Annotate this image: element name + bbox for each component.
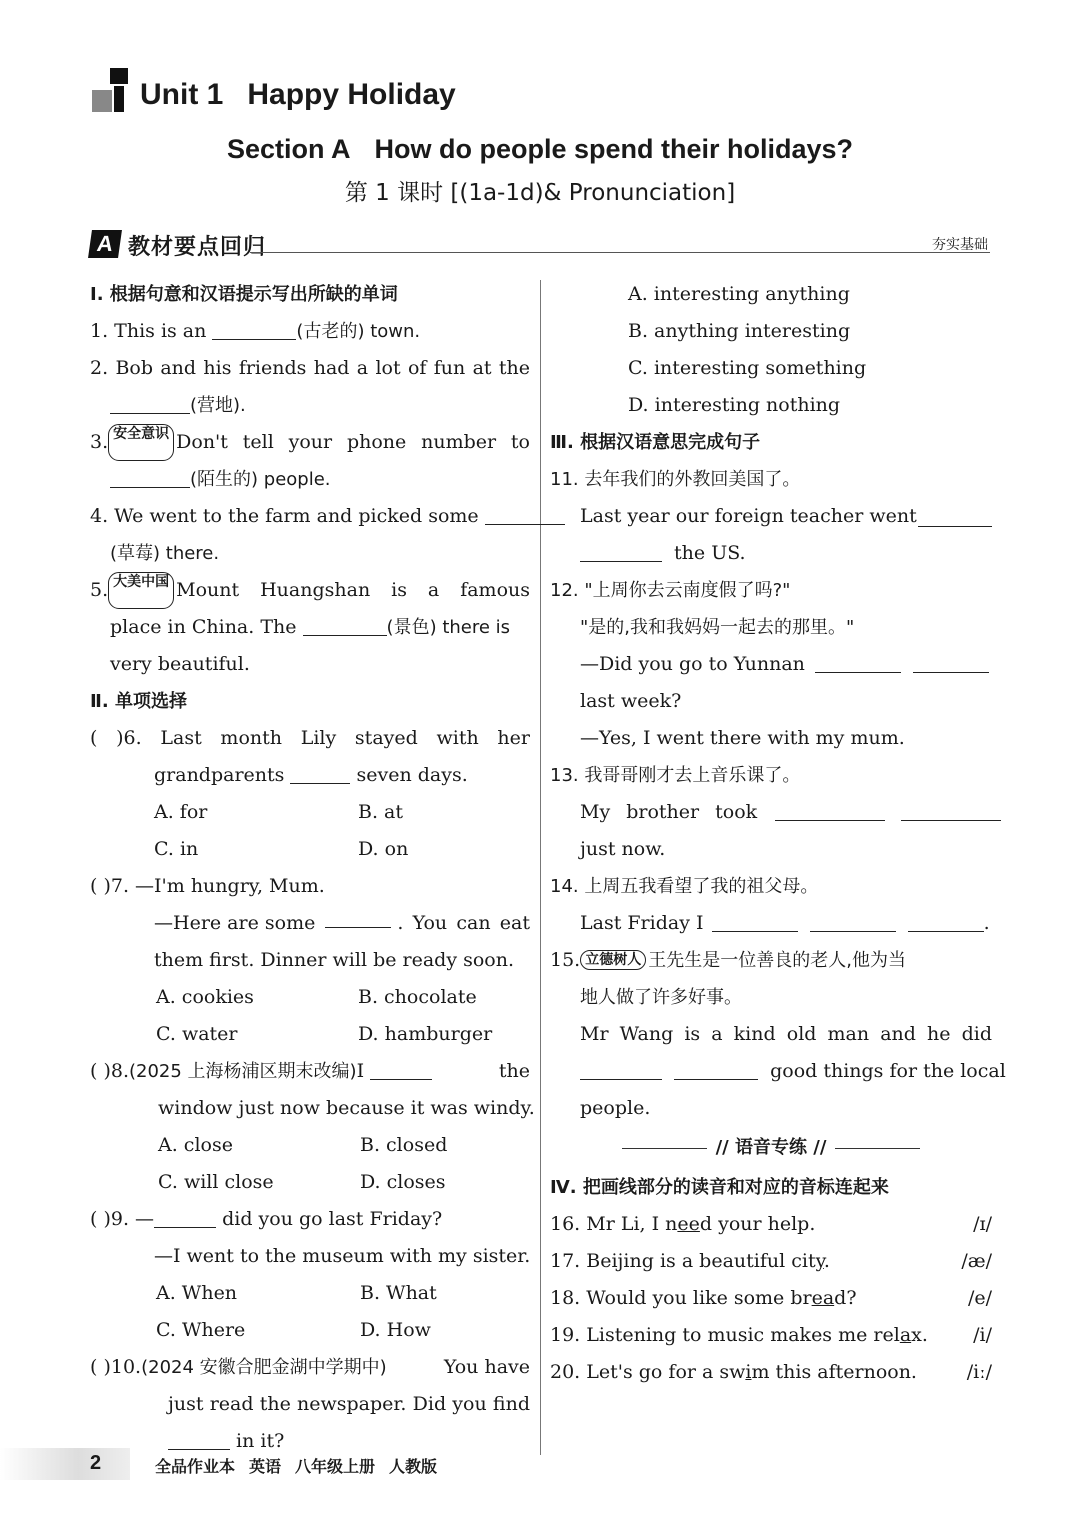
banner-title: 教材要点回归 bbox=[128, 235, 267, 260]
answer-blank[interactable] bbox=[370, 1057, 432, 1080]
question-14-cn: 14. 上周五我看望了我的祖父母。 bbox=[550, 876, 819, 897]
section-label: Section A bbox=[226, 134, 351, 164]
lesson-title: 第 1 课时 [(1a-1d)& Pronunciation] bbox=[344, 180, 736, 206]
question-15-cn2: 地人做了许多好事。 bbox=[580, 987, 742, 1008]
page-number: 2 bbox=[90, 1452, 102, 1474]
option-d[interactable]: D. on bbox=[358, 838, 409, 860]
section-title bbox=[0, 134, 1080, 165]
answer-blank[interactable] bbox=[168, 1427, 230, 1450]
question-5: 5. 大美中国 Mount Huangshan is a famous bbox=[90, 572, 530, 609]
question-9-cont: —I went to the museum with my sister. bbox=[154, 1245, 531, 1267]
part4-heading: Ⅳ. 把画线部分的读音和对应的音标连起来 bbox=[550, 1177, 889, 1198]
question-2: 2. Bob and his friends had a lot of fun at the bbox=[90, 357, 530, 379]
question-15-end: people. bbox=[580, 1097, 651, 1119]
options-row bbox=[550, 350, 992, 387]
question-15: Mr Wang is a kind old man and he did bbox=[580, 1023, 992, 1045]
option-d[interactable]: D. closes bbox=[360, 1171, 446, 1193]
options-row bbox=[90, 1127, 530, 1164]
phonics-item: 18. Would you like some bread? /e/ bbox=[550, 1280, 992, 1317]
option-a[interactable]: A. interesting anything bbox=[628, 283, 850, 305]
question-5-cont: place in China. The (景色) there is bbox=[90, 609, 530, 646]
phonetic-symbol[interactable]: /iː/ bbox=[966, 1361, 992, 1383]
title-rule-left bbox=[622, 1148, 707, 1149]
option-c[interactable]: C. interesting something bbox=[628, 357, 867, 379]
question-1: 1. This is an (古老的) town. bbox=[90, 313, 530, 350]
banner-subtitle: 夯实基础 bbox=[932, 237, 988, 253]
phonetic-symbol[interactable]: /ɪ/ bbox=[973, 1213, 992, 1235]
unit-logo-mark bbox=[92, 68, 132, 116]
china-tag: 大美中国 bbox=[108, 572, 174, 609]
question-10-cont2: in it? bbox=[90, 1423, 530, 1460]
banner-badge: A bbox=[88, 230, 122, 258]
question-6: ( )6. Last month Lily stayed with her bbox=[90, 727, 530, 749]
question-11: Last year our foreign teacher went bbox=[550, 498, 992, 535]
unit-number: Unit 1 bbox=[140, 78, 224, 111]
question-10-cont: just read the newspaper. Did you find bbox=[168, 1393, 530, 1415]
source-note: (2025 上海杨浦区期末改编) bbox=[129, 1061, 357, 1082]
phonics-item: 19. Listening to music makes me relax. /i/ bbox=[550, 1317, 992, 1354]
question-3: 3. 安全意识 Don't tell your phone number to bbox=[90, 424, 530, 461]
part3-heading: Ⅲ. 根据汉语意思完成句子 bbox=[550, 432, 761, 453]
option-c[interactable]: C. in bbox=[154, 838, 199, 860]
answer-blank[interactable] bbox=[110, 465, 190, 488]
question-4-cont: (草莓) there. bbox=[110, 543, 220, 564]
question-11-cont: the US. bbox=[550, 535, 992, 572]
footer-bar bbox=[0, 1448, 130, 1480]
safety-tag: 安全意识 bbox=[108, 424, 174, 461]
option-b[interactable]: B. at bbox=[358, 801, 404, 823]
option-a[interactable]: A. When bbox=[156, 1282, 238, 1304]
phonics-item: 17. Beijing is a beautiful city. /æ/ bbox=[550, 1243, 992, 1280]
section-banner bbox=[90, 228, 990, 260]
phonics-list bbox=[550, 1206, 992, 1391]
underlined-sound: i bbox=[745, 1361, 752, 1383]
question-14: Last Friday I . bbox=[550, 905, 992, 942]
options-row bbox=[90, 831, 530, 868]
option-c[interactable]: C. will close bbox=[158, 1171, 274, 1193]
answer-blank[interactable] bbox=[918, 504, 992, 527]
question-12-cn: 12. "上周你去云南度假了吗?" bbox=[550, 580, 791, 601]
answer-blank[interactable] bbox=[325, 905, 391, 928]
option-b[interactable]: B. closed bbox=[360, 1134, 448, 1156]
options-row bbox=[90, 1164, 530, 1201]
option-a[interactable]: A. for bbox=[154, 801, 208, 823]
option-d[interactable]: D. interesting nothing bbox=[628, 394, 841, 416]
option-b[interactable]: B. anything interesting bbox=[628, 320, 851, 342]
option-c[interactable]: C. water bbox=[156, 1023, 238, 1045]
phonics-title: // 语音专练 // bbox=[550, 1127, 992, 1169]
question-13-cont: just now. bbox=[580, 838, 666, 860]
question-5-end: very beautiful. bbox=[110, 653, 250, 675]
phonics-item: 20. Let's go for a swim this afternoon. /iː/ bbox=[550, 1354, 992, 1391]
answer-blank[interactable] bbox=[212, 317, 296, 340]
book-name: 全品作业本 bbox=[155, 1457, 236, 1476]
answer-blank[interactable] bbox=[290, 761, 350, 784]
part2-heading: Ⅱ. 单项选择 bbox=[90, 691, 187, 712]
option-d[interactable]: D. How bbox=[360, 1319, 431, 1341]
phonetic-symbol[interactable]: /i/ bbox=[973, 1324, 992, 1346]
question-13-cn: 13. 我哥哥刚才去上音乐课了。 bbox=[550, 765, 801, 786]
subject: 英语 bbox=[249, 1457, 282, 1476]
answer-blank[interactable] bbox=[908, 909, 984, 932]
right-column bbox=[550, 276, 1006, 1391]
morality-tag: 立德树人 bbox=[580, 950, 646, 970]
question-12: —Did you go to Yunnan bbox=[550, 646, 992, 683]
phonics-item: 16. Mr Li, I need your help. /ɪ/ bbox=[550, 1206, 992, 1243]
options-row bbox=[550, 276, 992, 313]
unit-title bbox=[140, 78, 480, 112]
option-b[interactable]: B. chocolate bbox=[358, 986, 477, 1008]
options-row bbox=[550, 387, 992, 424]
answer-blank[interactable] bbox=[580, 1057, 662, 1080]
answer-blank[interactable] bbox=[815, 650, 901, 673]
option-d[interactable]: D. hamburger bbox=[358, 1023, 493, 1045]
options-row bbox=[90, 794, 530, 831]
edition: 人教版 bbox=[389, 1457, 438, 1476]
question-7-cont: —Here are some . You can eat bbox=[90, 905, 530, 942]
phonetic-symbol[interactable]: /æ/ bbox=[961, 1250, 992, 1272]
underlined-sound: y bbox=[815, 1250, 824, 1272]
answer-blank[interactable] bbox=[110, 391, 190, 414]
grade: 八年级上册 bbox=[295, 1457, 376, 1476]
answer-blank[interactable] bbox=[154, 1205, 216, 1228]
option-a[interactable]: A. close bbox=[158, 1134, 233, 1156]
title-rule-right bbox=[835, 1148, 920, 1149]
question-11-cn: 11. 去年我们的外教回美国了。 bbox=[550, 469, 801, 490]
underlined-sound: a bbox=[899, 1324, 912, 1346]
answer-blank[interactable] bbox=[303, 613, 387, 636]
left-column bbox=[90, 276, 535, 1460]
option-c[interactable]: C. Where bbox=[156, 1319, 246, 1341]
question-12-cont: last week? bbox=[580, 690, 682, 712]
answer-blank[interactable] bbox=[901, 798, 1001, 821]
question-8-cont: window just now because it was windy. bbox=[158, 1097, 535, 1119]
banner-rule bbox=[250, 252, 990, 253]
question-3-cont: (陌生的) people. bbox=[90, 461, 530, 498]
question-10: ( )10.(2024 安徽合肥金湖中学期中) You have bbox=[90, 1356, 530, 1378]
answer-blank[interactable] bbox=[674, 1057, 758, 1080]
column-divider bbox=[540, 280, 541, 1455]
underlined-sound: ee bbox=[677, 1213, 700, 1235]
source-note: (2024 安徽合肥金湖中学期中) bbox=[141, 1357, 387, 1378]
answer-blank[interactable] bbox=[810, 909, 896, 932]
question-12-answer: —Yes, I went there with my mum. bbox=[580, 727, 905, 749]
options-row bbox=[550, 313, 992, 350]
question-13: My brother took bbox=[550, 794, 992, 831]
question-6-cont: grandparents seven days. bbox=[90, 757, 530, 794]
question-7: ( )7. —I'm hungry, Mum. bbox=[90, 875, 325, 897]
underlined-sound: ea bbox=[811, 1287, 835, 1309]
options-row bbox=[90, 1016, 530, 1053]
phonetic-symbol[interactable]: /e/ bbox=[967, 1287, 992, 1309]
options-row bbox=[90, 1275, 530, 1312]
answer-blank[interactable] bbox=[913, 650, 989, 673]
question-15-cn: 15. 立德树人 王先生是一位善良的老人,他为当 bbox=[550, 949, 906, 971]
question-8: ( )8.(2025 上海杨浦区期末改编)I the bbox=[90, 1053, 530, 1090]
answer-blank[interactable] bbox=[580, 539, 662, 562]
answer-blank[interactable] bbox=[775, 798, 885, 821]
section-question: How do people spend their holidays? bbox=[374, 134, 854, 164]
options-row bbox=[90, 1312, 530, 1349]
question-12-cn2: "是的,我和我妈妈一起去的那里。" bbox=[580, 617, 855, 638]
question-2-cont: (营地). bbox=[90, 387, 530, 424]
question-7-cont2: them first. Dinner will be ready soon. bbox=[154, 949, 515, 971]
part1-heading: Ⅰ. 根据句意和汉语提示写出所缺的单词 bbox=[90, 284, 398, 305]
question-15-cont: good things for the local bbox=[550, 1053, 992, 1090]
question-4: 4. We went to the farm and picked some bbox=[90, 498, 530, 535]
footer-text bbox=[155, 1454, 451, 1477]
options-row bbox=[90, 979, 530, 1016]
answer-blank[interactable] bbox=[712, 909, 798, 932]
question-9: ( )9. — did you go last Friday? bbox=[90, 1201, 530, 1238]
option-b[interactable]: B. What bbox=[360, 1282, 437, 1304]
option-a[interactable]: A. cookies bbox=[156, 986, 254, 1008]
unit-name: Happy Holiday bbox=[247, 78, 456, 111]
